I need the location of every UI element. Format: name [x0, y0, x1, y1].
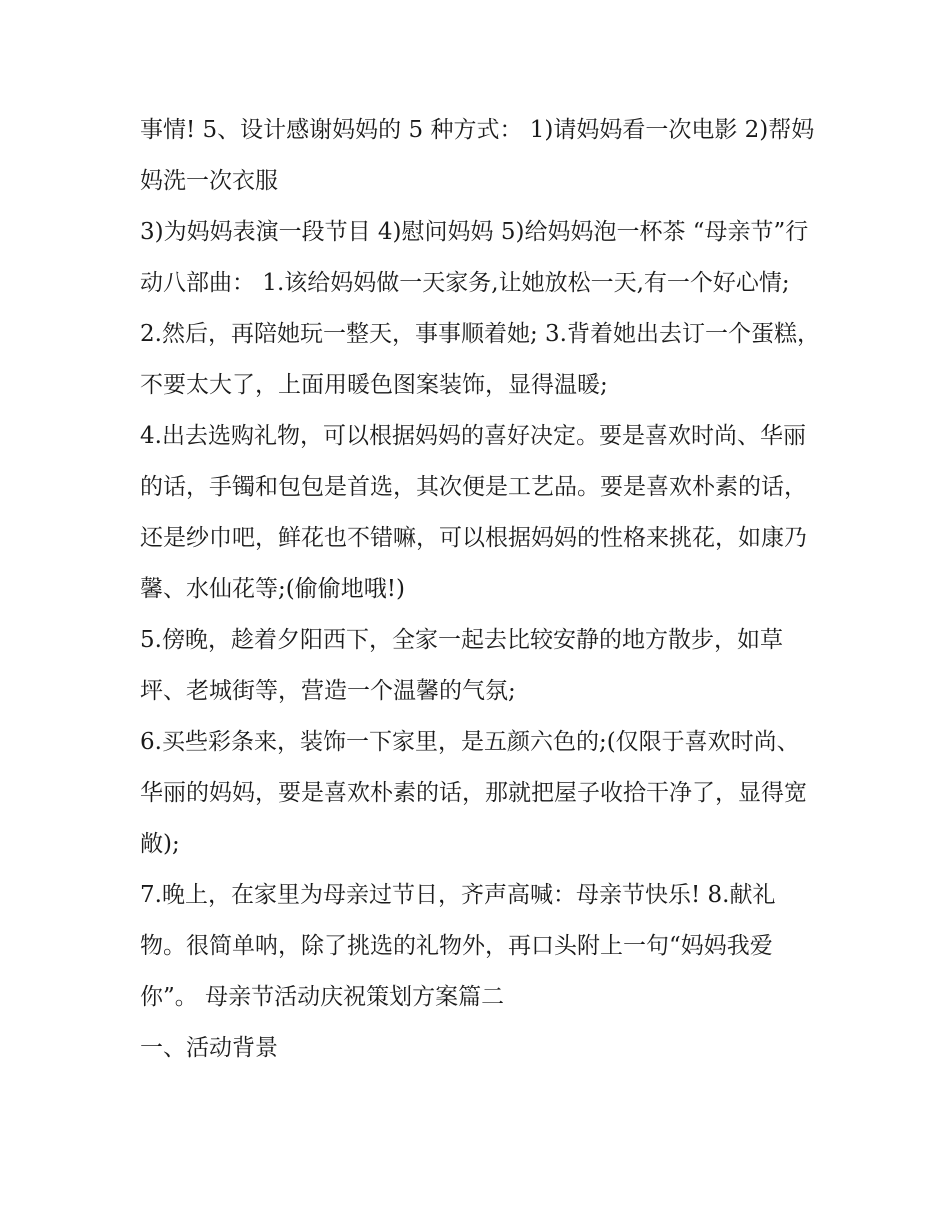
paragraph-step-2-3: 2.然后，再陪她玩一整天，事事顺着她; 3.背着她出去订一个蛋糕，不要太大了，上面用暖色图案装饰，显得温暖; [140, 321, 820, 398]
paragraph-step-4: 4.出去选购礼物，可以根据妈妈的喜好决定。要是喜欢时尚、华丽的话，手镯和包包是首选，其次便是工艺品。要是喜欢朴素的话，还是纱巾吧，鲜花也不错嘛，可以根据妈妈的性格来挑花，如康乃馨、水仙花等;(偷偷地哦!) [140, 423, 807, 602]
document-body [140, 105, 820, 1074]
paragraph-eight-steps: 3)为妈妈表演一段节目 4)慰问妈妈 5)给妈妈泡一杯茶 “母亲节”行动八部曲： 1.该给妈妈做一天家务,让她放松一天,有一个好心情; [140, 219, 809, 296]
paragraph-step-6: 6.买些彩条来，装饰一下家里，是五颜六色的;(仅限于喜欢时尚、华丽的妈妈，要是喜欢朴素的话，那就把屋子收拾干净了，显得宽敞); [140, 729, 807, 857]
paragraph-step-7-8: 7.晚上，在家里为母亲过节日，齐声高喊：母亲节快乐! 8.献礼物。很简单呐，除了挑选的礼物外，再口头附上一句“妈妈我爱你”。 母亲节活动庆祝策划方案篇二 [140, 882, 776, 1010]
section-heading-background: 一、活动背景 [140, 1035, 278, 1061]
paragraph-ways-to-thank: 事情! 5、设计感谢妈妈的 5 种方式： 1)请妈妈看一次电影 2)帮妈妈洗一次衣服 [140, 117, 815, 194]
paragraph-step-5: 5.傍晚，趁着夕阳西下，全家一起去比较安静的地方散步，如草坪、老城街等，营造一个温馨的气氛; [140, 627, 783, 704]
